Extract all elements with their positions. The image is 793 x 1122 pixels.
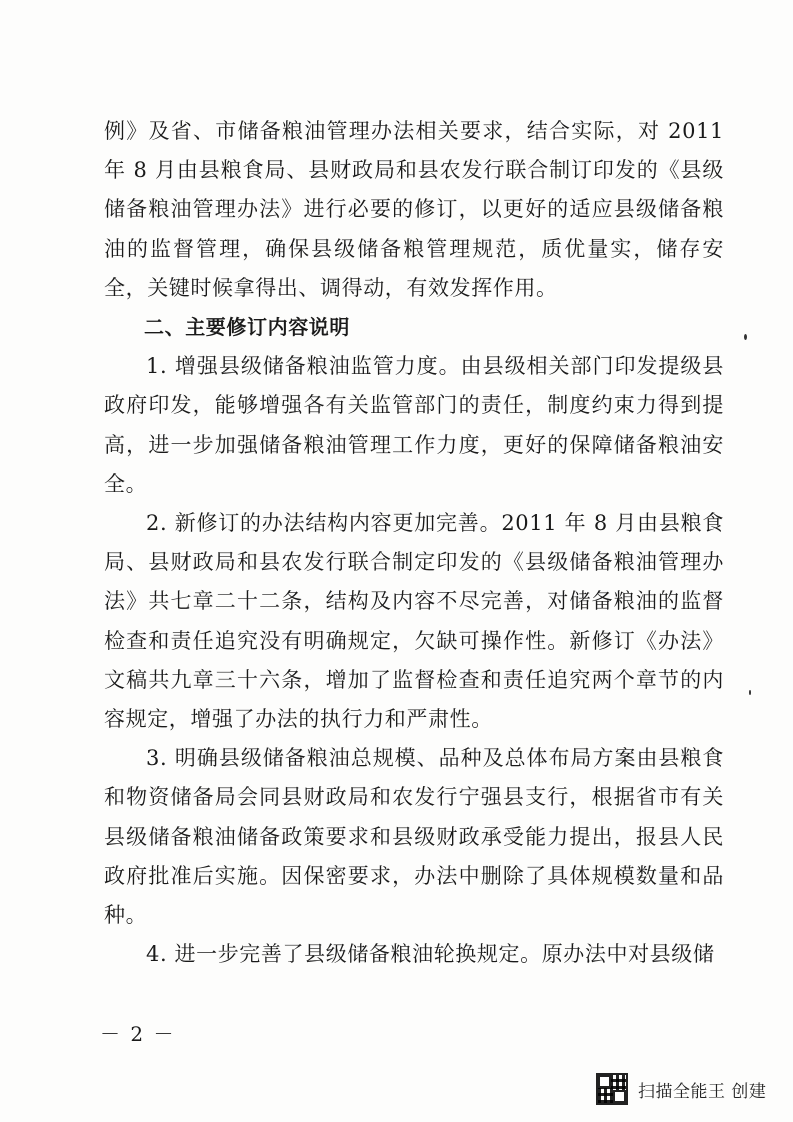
scan-speck: [749, 690, 751, 695]
document-body: [104, 112, 724, 974]
scan-speck: [744, 334, 747, 340]
paragraph-item-2: 2. 新修订的办法结构内容更加完善。2011 年 8 月由县粮食局、县财政局和县农发行联合制定印发的《县级储备粮油管理办法》共七章二十二条，结构及内容不尽完善，对储备粮油的监督检查和责任追究没有明确规定，欠缺可操作性。新修订《办法》文稿共九章三十六条，增加了监督检查和责任追究两个章节的内容规定，增强了办法的执行力和严肃性。: [104, 511, 724, 732]
section-heading: 二、主要修订内容说明: [144, 315, 350, 340]
paragraph-item-3: 3. 明确县级储备粮油总规模、品种及总体布局方案由县粮食和物资储备局会同县财政局和农发行宁强县支行，根据省市有关县级储备粮油储备政策要求和县级财政承受能力提出，报县人民政府批准后实施。因保密要求，办法中删除了具体规模数量和品种。: [104, 746, 724, 928]
paragraph-continuation: 例》及省、市储备粮油管理办法相关要求，结合实际，对 2011 年 8 月由县粮食局、县财政局和县农发行联合制订印发的《县级储备粮油管理办法》进行必要的修订，以更好的适应县级储备粮油的监督管理，确保县级储备粮管理规范，质优量实，储存安全，关键时候拿得出、调得动，有效发挥作用。: [104, 119, 724, 300]
paragraph-item-4: 4. 进一步完善了县级储备粮油轮换规定。原办法中对县级储: [146, 942, 715, 967]
scanner-watermark: [596, 1072, 766, 1106]
qr-code-icon: [596, 1073, 628, 1105]
paragraph-item-1: 1. 增强县级储备粮油监管力度。由县级相关部门印发提级县政府印发，能够增强各有关监管部门的责任，制度约束力得到提高，进一步加强储备粮油管理工作力度，更好的保障储备粮油安全。: [104, 354, 724, 496]
watermark-text: 扫描全能王 创建: [638, 1081, 767, 1102]
page-number: － 2 －: [100, 1022, 176, 1046]
